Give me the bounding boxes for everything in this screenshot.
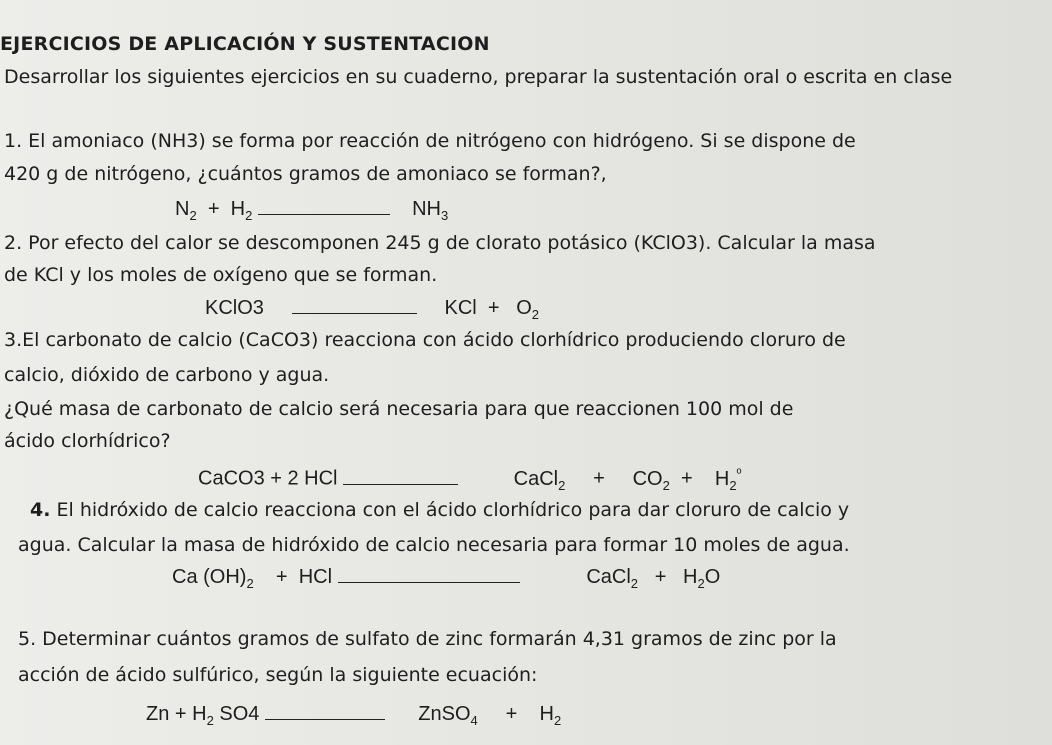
reactants: CaCO3 + 2 HCl [198,467,338,490]
plus-sign: + [207,198,220,220]
exercise-3-line-3: ¿Qué masa de carbonato de calcio será necesaria para que reaccionen 100 mol de [4,398,794,420]
product-1: CaCl$_2$ [586,566,639,591]
product-1: KCl [444,297,477,319]
reactant-2: $H_2$ [230,198,253,223]
product-3: $H_2^º$ [714,465,742,493]
exercise-3-line-4: ácido clorhídrico? [4,430,171,452]
plus-sign: + [505,703,518,725]
exercise-3-line-1: 3.El carbonato de calcio (CaCO3) reacciona con ácido clorhídrico produciendo cloruro de [4,329,846,351]
product-1: CaCl$_2$ [513,467,566,493]
plus-sign: + [487,297,500,319]
product-2: $H_2O$ [683,566,721,591]
plus-sign: + [593,467,605,490]
reaction-arrow-blank [258,198,390,215]
exercise-2-line-2: de KCl y los moles de oxígeno que se forman. [4,264,438,286]
reactant-2: HCl [298,566,333,588]
plus-sign: + [680,467,693,490]
equation-2 [205,297,539,322]
reaction-arrow-blank [265,703,385,720]
reactant-1: $N_2$ [175,198,197,223]
exercise-2-line-1: 2. Por efecto del calor se descomponen 245 g de clorato potásico (KClO3). Calcular la masa [4,232,876,254]
product-2: $CO_2$ [632,467,670,493]
exercise-5-line-2: acción de ácido sulfúrico, según la siguiente ecuación: [18,664,538,686]
product-1: $NH_3$ [412,198,449,223]
reactants: $Zn + H_2$ SO4 [146,703,260,728]
reactant-1: Ca $(OH)_2$ [172,566,254,591]
exercise-3-line-2: calcio, dióxido de carbono y agua. [4,364,330,386]
intro-text: Desarrollar los siguientes ejercicios en su cuaderno, preparar la sustentación oral o escrita en clase [4,66,953,88]
equation-1 [175,198,448,223]
product-1: ZnSO$_4$ [418,703,478,728]
reaction-arrow-blank [338,566,520,583]
exercise-1-line-1: 1. El amoniaco (NH3) se forma por reacción de nitrógeno con hidrógeno. Si se dispone de [4,130,856,152]
exercise-4-number: 4. [30,499,51,521]
reaction-arrow-blank [343,468,458,485]
exercise-4-line-1: 4. El hidróxido de calcio reacciona con el ácido clorhídrico para dar cloruro de calcio y [30,499,850,521]
plus-sign: + [654,566,667,588]
equation-4 [172,566,720,591]
exercise-5-line-1: 5. Determinar cuántos gramos de sulfato de zinc formarán 4,31 gramos de zinc por la [18,628,837,650]
equation-3 [198,465,741,493]
exercise-1-line-2: 420 g de nitrógeno, ¿cuántos gramos de amoniaco se forman?, [4,163,607,185]
product-2: $H_2$ [539,703,562,728]
equation-5 [146,703,561,728]
product-2: $O_2$ [516,297,540,322]
page-title: EJERCICIOS DE APLICACIÓN Y SUSTENTACION [0,33,490,55]
plus-sign: + [275,566,288,588]
reactant-1: KClO3 [205,297,264,319]
exercise-4-line-2: agua. Calcular la masa de hidróxido de calcio necesaria para formar 10 moles de agua. [18,534,850,556]
reaction-arrow-blank [292,297,417,314]
